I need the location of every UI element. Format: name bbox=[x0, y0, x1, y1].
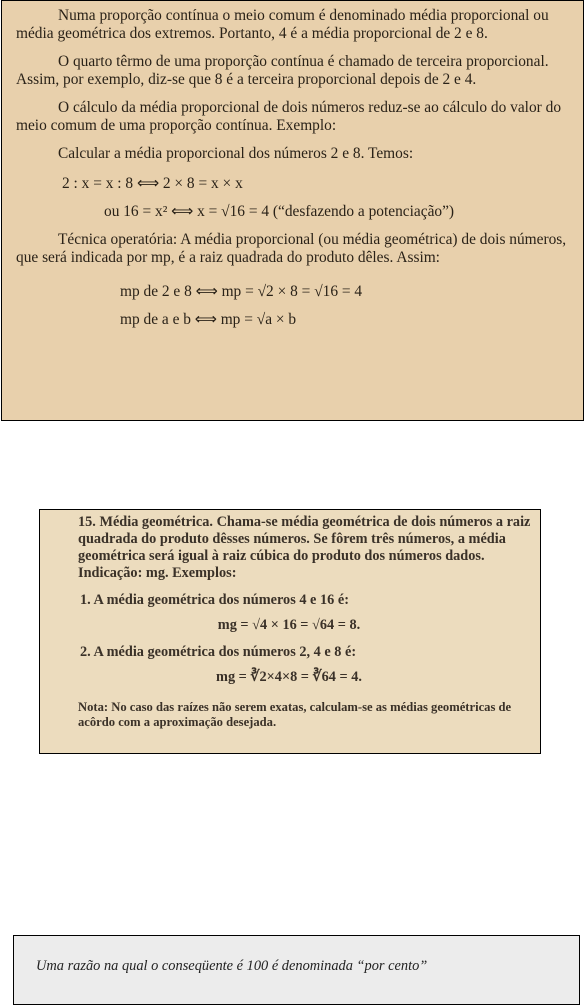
example-2: 2. A média geométrica dos números 2, 4 e 8 é: bbox=[80, 644, 357, 660]
equation-mp-2-8: mp de 2 e 8 ⟺ mp = √2 × 8 = √16 = 4 bbox=[120, 283, 363, 300]
paragraph-calculo: O cálculo da média proporcional de dois números reduz-se ao cálculo do valor do meio comum de uma proporção contínua. Exemplo: bbox=[16, 99, 562, 134]
equation-proportion: 2 : x = x : 8 ⟺ 2 × 8 = x × x bbox=[62, 175, 243, 192]
textbook-scan-media-geometrica bbox=[39, 509, 541, 754]
formula-1: mg = √4 × 16 = √64 = 8. bbox=[217, 617, 361, 633]
paragraph-media-proporcional: Numa proporção contínua o meio comum é denominado média proporcional ou média geométrica dos extremos. Portanto, 4 é a média proporcional de 2 e 8. bbox=[16, 7, 549, 42]
textbook-scan-proportion bbox=[1, 0, 584, 421]
example-1: 1. A média geométrica dos números 4 e 16 é: bbox=[80, 592, 349, 608]
section-intro bbox=[42, 514, 536, 582]
paragraph-tecnica-operatoria: Técnica operatória: A média proporcional (ou média geométrica) de dois números, que será indicada por mp, é a raiz quadrada do produto dêles. Assim: bbox=[16, 231, 567, 266]
formula-2: mg = ∛2×4×8 = ∛64 = 4. bbox=[216, 669, 362, 685]
section-heading: 15. Média geométrica. bbox=[78, 514, 213, 530]
definition-por-cento: Uma razão na qual o conseqüente é 100 é denominada “por cento” bbox=[36, 958, 428, 974]
equation-mp-a-b: mp de a e b ⟺ mp = √a × b bbox=[120, 311, 297, 328]
equation-square: ou 16 = x² ⟺ x = √16 = 4 (“desfazendo a potenciação”) bbox=[104, 203, 455, 220]
textbook-scan-por-cento bbox=[13, 935, 580, 1005]
paragraph-calcular: Calcular a média proporcional dos números 2 e 8. Temos: bbox=[58, 145, 414, 162]
paragraph-terceira-proporcional: O quarto têrmo de uma proporção contínua é chamado de terceira proporcional. Assim, por exemplo, diz-se que 8 é a terceira proporcional depois de 2 e 4. bbox=[16, 53, 549, 88]
note: Nota: No caso das raízes não serem exatas, calculam-se as médias geométricas de acôrdo com a aproximação desejada. bbox=[78, 700, 512, 729]
section-intro-text: Chama-se média geométrica de dois números a raiz quadrada do produto dêsses números. Se fôrem três números, a média geométrica será igual à raiz cúbica do produto dos números dados. Indicação: mg. Exemplos: bbox=[78, 514, 531, 581]
